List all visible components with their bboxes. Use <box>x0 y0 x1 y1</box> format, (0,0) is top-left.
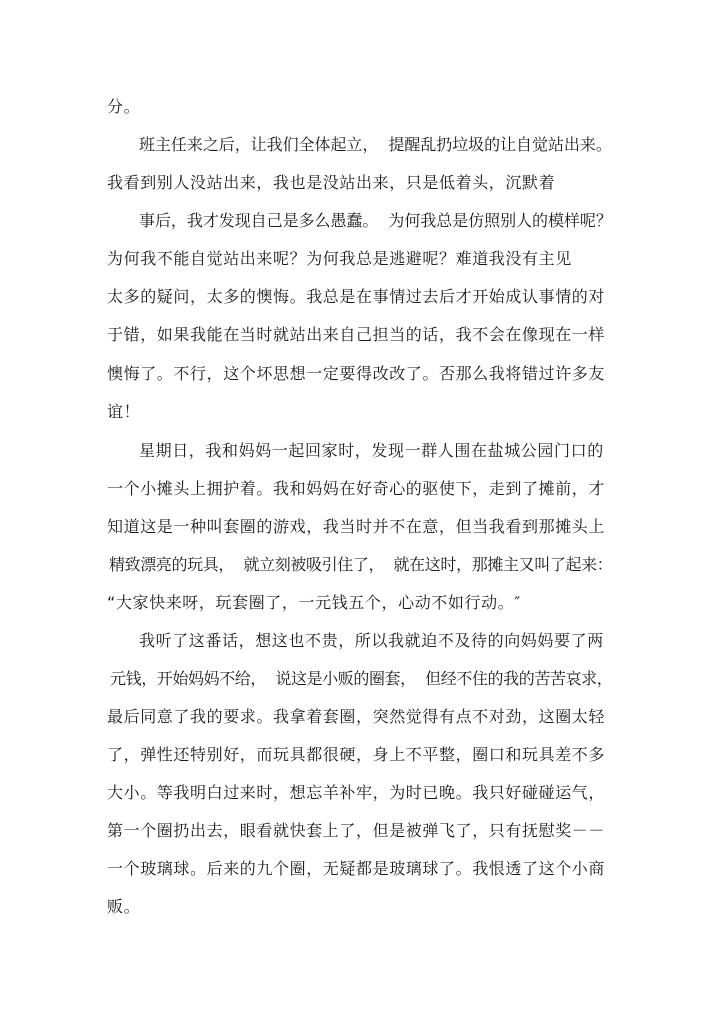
text-line: 太多的疑问，太多的懊悔。我总是在事情过去后才开始成认事情的对 <box>107 287 606 306</box>
text-line: 分。 <box>107 97 141 116</box>
text-line: 贩。 <box>107 897 141 916</box>
text-line: 一个玻璃球。后来的九个圈，无疑都是玻璃球了。我恨透了这个小商 <box>107 859 606 878</box>
text-line: 班主任来之后，让我们全体起立， 提醒乱扔垃圾的让自觉站出来。 <box>139 135 612 154</box>
text-line: 懊悔了。不行，这个坏思想一定要得改改了。否那么我将错过许多友 <box>107 364 606 383</box>
text-line: 谊！ <box>107 402 141 421</box>
text-line: “大家快来呀，玩套圈了，一元钱五个，心动不如行动。″ <box>107 593 521 612</box>
text-line: 了，弹性还特别好，而玩具都很硬，身上不平整，圈口和玩具差不多 <box>107 745 606 764</box>
text-line: 元钱，开始妈妈不给， 说这是小贩的圈套， 但经不住的我的苦苦哀求， <box>110 669 613 688</box>
text-line: 知道这是一种叫套圈的游戏，我当时并不在意，但当我看到那摊头上 <box>107 517 606 536</box>
text-line: 最后同意了我的要求。我拿着套圈，突然觉得有点不对劲，这圈太轻 <box>107 707 606 726</box>
text-line: 我看到别人没站出来，我也是没站出来，只是低着头，沉默着 <box>107 173 556 192</box>
text-line: 大小。等我明白过来时，想忘羊补牢，为时已晚。我只好碰碰运气， <box>107 783 606 802</box>
text-line: 一个小摊头上拥护着。我和妈妈在好奇心的驱使下，走到了摊前，才 <box>107 479 606 498</box>
text-line: 于错，如果我能在当时就站出来自己担当的话，我不会在像现在一样 <box>107 325 606 344</box>
text-line: 第一个圈扔出去，眼看就快套上了，但是被弹飞了，只有抚慰奖－－ <box>107 821 606 840</box>
text-line: 精致漂亮的玩具， 就立刻被吸引住了， 就在这时，那摊主又叫了起来： <box>109 555 613 574</box>
text-line: 为何我不能自觉站出来呢？为何我总是逃避呢？难道我没有主见 <box>107 249 572 268</box>
text-line: 星期日，我和妈妈一起回家时，发现一群人围在盐城公园门口的 <box>139 441 604 460</box>
text-line: 我听了这番话，想这也不贵，所以我就迫不及待的向妈妈要了两 <box>139 631 604 650</box>
text-line: 事后，我才发现自己是多么愚蠢。 为何我总是仿照别人的模样呢？ <box>139 211 612 230</box>
